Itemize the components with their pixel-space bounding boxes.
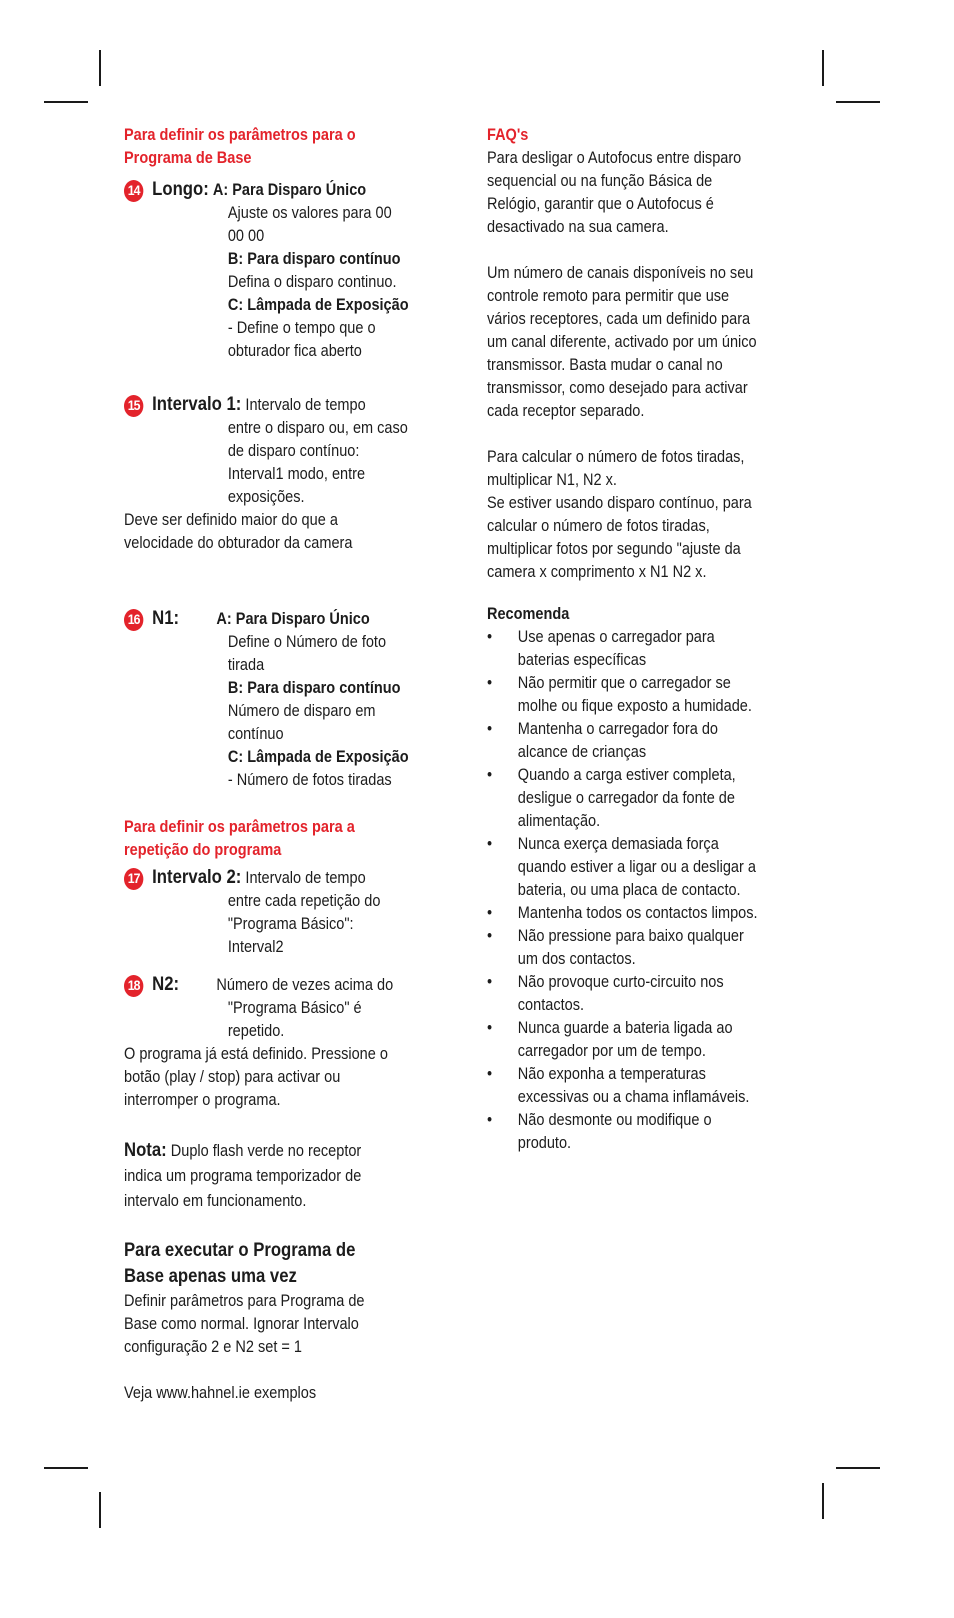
crop-mark <box>44 101 88 103</box>
left-column <box>124 124 451 1405</box>
step-number-badge: 15 <box>124 395 143 417</box>
list-item: • Nunca exerça demasiada força quando estiver a ligar ou a desligar a bateria, ou uma placa de contacto. <box>487 833 814 902</box>
list-item: • Nunca guarde a bateria ligada ao carregador por um de tempo. <box>487 1017 814 1063</box>
faq-paragraph-1: Para desligar o Autofocus entre disparo sequencial ou na função Básica de Relógio, garantir que o Autofocus é desactivado na sua camera. <box>487 149 742 236</box>
note-label: Nota: <box>124 1140 167 1161</box>
right-column <box>487 124 814 1155</box>
step-details: "Programa Básico" é repetido. <box>227 999 362 1040</box>
crop-mark <box>836 1467 880 1469</box>
note: Nota: Duplo flash verde no receptor indica um programa temporizador de intervalo em funcionamento. <box>124 1140 362 1210</box>
step-details: Ajuste os valores para 00 00 00 B: Para disparo contínuo Defina o disparo continuo. C: Lâmpada de Exposição - Define o tempo que o obturador fica aberto <box>227 204 409 360</box>
step-label: Longo: <box>152 179 209 200</box>
section-heading-repeat: Para definir os parâmetros para a repetição do programa <box>124 818 355 859</box>
crop-mark <box>822 1483 824 1519</box>
step-details: entre o disparo ou, em caso de disparo contínuo: Interval1 modo, entre exposições. <box>227 419 408 506</box>
list-item: • Mantenha todos os contactos limpos. <box>487 902 814 925</box>
footer-link-text: Veja www.hahnel.ie exemplos <box>124 1384 317 1402</box>
list-item: • Não provoque curto-circuito nos contactos. <box>487 971 814 1017</box>
step-16: 16 N1: A: Para Disparo Único Define o Número de foto tirada B: Para disparo contínuo Número de disparo em contínuo C: Lâmpada de Exposição - Número de fotos tiradas <box>124 607 451 792</box>
crop-mark <box>44 1467 88 1469</box>
step-number-badge: 14 <box>124 180 143 202</box>
recommendations-list <box>487 626 814 1155</box>
section-heading-base-program: Para definir os parâmetros para o Programa de Base <box>124 126 356 167</box>
step-17: 17 Intervalo 2: Intervalo de tempo entre cada repetição do "Programa Básico": Interval2 <box>124 866 451 959</box>
step-label: N2: <box>152 974 180 995</box>
section-heading-run-once: Para executar o Programa de Base apenas uma vez <box>124 1240 356 1287</box>
list-item: • Mantenha o carregador fora do alcance de crianças <box>487 718 814 764</box>
list-item: • Não permitir que o carregador se molhe ou fique exposto a humidade. <box>487 672 814 718</box>
step-number-badge: 16 <box>124 609 143 631</box>
list-item: • Não exponha a temperaturas excessivas ou a chama inflamáveis. <box>487 1063 814 1109</box>
step-number-badge: 18 <box>124 975 143 997</box>
run-once-text: Definir parâmetros para Programa de Base como normal. Ignorar Intervalo configuração 2 e N2 set = 1 <box>124 1292 365 1356</box>
faq-paragraph-3: Para calcular o número de fotos tiradas, multiplicar N1, N2 x. Se estiver usando disparo contínuo, para calcular o número de fotos tiradas, multiplicar fotos por segundo "ajuste da camera x comprimento x N1 N2 x. <box>487 448 752 581</box>
faq-paragraph-2: Um número de canais disponíveis no seu controle remoto para permitir que use vários receptores, cada um definido para um canal diferente, activado por um único transmissor. Basta mudar o canal no transmissor, como desejado para activar cada receptor separado. <box>487 264 757 420</box>
step-details: Define o Número de foto tirada B: Para disparo contínuo Número de disparo em contínuo C: Lâmpada de Exposição - Número de fotos tiradas <box>227 633 409 789</box>
crop-mark <box>836 101 880 103</box>
crop-mark <box>99 50 101 86</box>
crop-mark <box>99 1492 101 1528</box>
step-18: 18 N2: Número de vezes acima do "Programa Básico" é repetido. O programa já está definido. Pressione o botão (play / stop) para activar ou interromper o programa. <box>124 973 451 1112</box>
recommendations-title: Recomenda <box>487 605 570 623</box>
step-14: 14 Longo: A: Para Disparo Único Ajuste os valores para 00 00 00 B: Para disparo contínuo Defina o disparo continuo. C: Lâmpada de Exposição - Define o tempo que o obturador fica aberto <box>124 178 451 363</box>
faq-title: FAQ's <box>487 126 529 144</box>
step-15: 15 Intervalo 1: Intervalo de tempo entre o disparo ou, em caso de disparo contínuo: Interval1 modo, entre exposições. Deve ser definido maior do que a velocidade do obturador da camera <box>124 393 451 555</box>
crop-mark <box>822 50 824 86</box>
list-item: • Não desmonte ou modifique o produto. <box>487 1109 814 1155</box>
step-label: Intervalo 1: <box>152 394 242 415</box>
step-details: entre cada repetição do "Programa Básico": Interval2 <box>227 892 381 956</box>
list-item: • Use apenas o carregador para baterias específicas <box>487 626 814 672</box>
step-label: Intervalo 2: <box>152 867 242 888</box>
step-number-badge: 17 <box>124 868 143 890</box>
step-label: N1: <box>152 608 180 629</box>
list-item: • Quando a carga estiver completa, desligue o carregador da fonte de alimentação. <box>487 764 814 833</box>
list-item: • Não pressione para baixo qualquer um dos contactos. <box>487 925 814 971</box>
